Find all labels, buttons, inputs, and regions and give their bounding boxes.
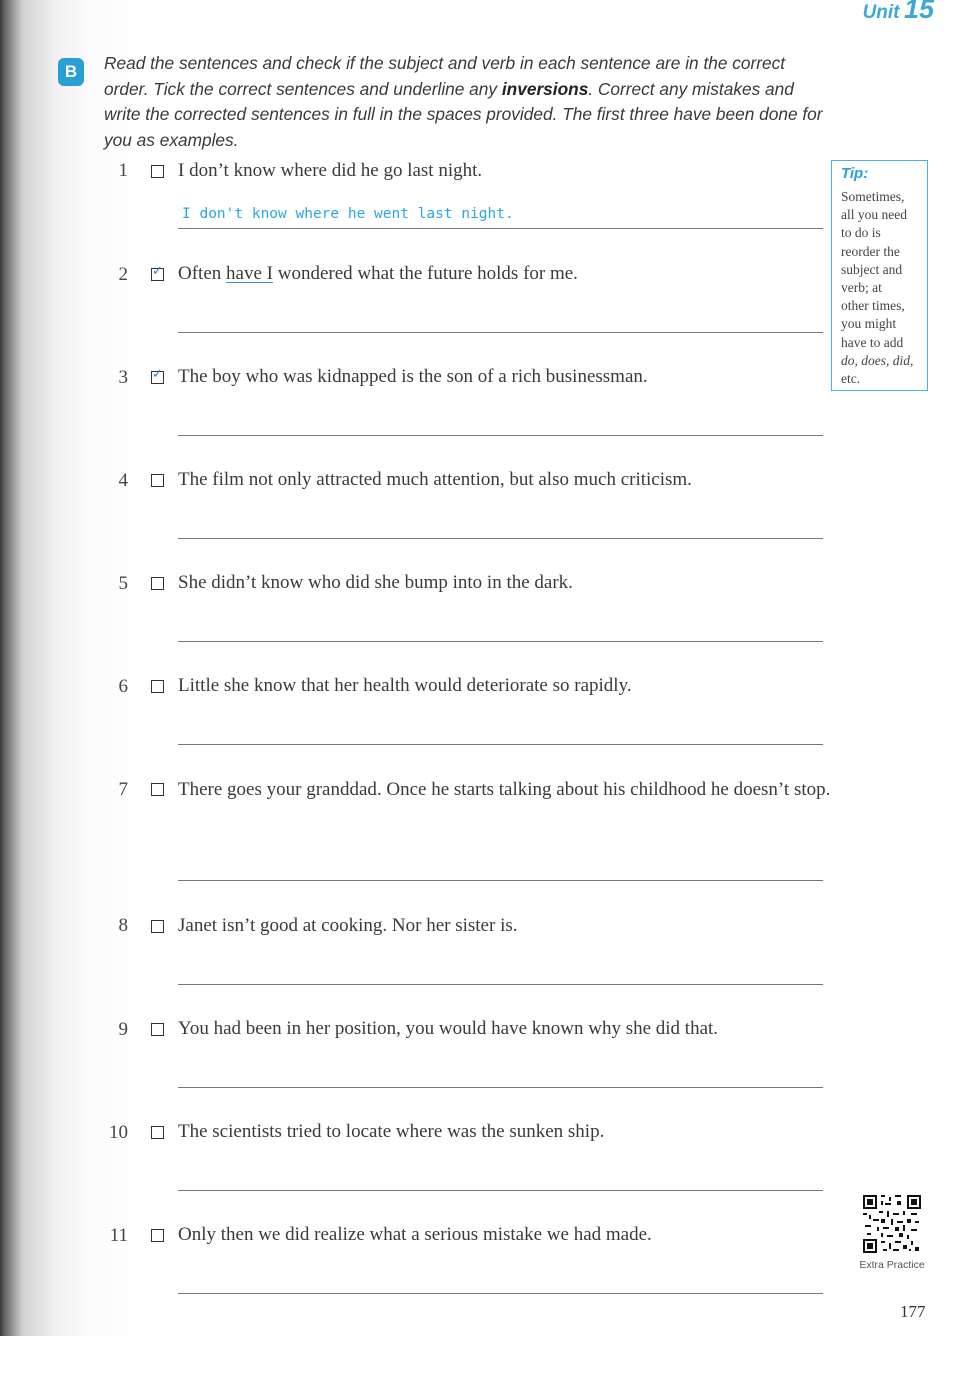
item-number: 10 <box>109 1122 128 1143</box>
item-sentence: I don’t know where did he go last night. <box>178 160 483 181</box>
item-sentence: The film not only attracted much attention, but also much criticism. <box>178 469 692 490</box>
sentence-part: wondered what the future holds for me. <box>272 263 578 284</box>
unit-word: Unit <box>862 2 900 23</box>
tip-line: verb; at <box>841 280 882 296</box>
answer-line[interactable] <box>178 1293 823 1294</box>
item-sentence: Janet isn’t good at cooking. Nor her sister is. <box>178 915 518 936</box>
answer-line[interactable] <box>178 641 823 642</box>
tick-checkbox[interactable] <box>151 577 164 590</box>
tick-checkbox[interactable] <box>151 920 164 933</box>
tip-line: you might <box>841 316 897 332</box>
tick-checkbox[interactable] <box>151 680 164 693</box>
tick-checkbox[interactable] <box>151 474 164 487</box>
item-sentence: Only then we did realize what a serious mistake we had made. <box>178 1224 652 1245</box>
item-number: 7 <box>118 779 128 800</box>
answer-line[interactable] <box>178 435 823 436</box>
item-sentence: There goes your granddad. Once he starts talking about his childhood he doesn’t stop. <box>178 779 831 800</box>
tip-line: have to add <box>841 334 904 350</box>
tip-line: reorder the <box>841 243 900 259</box>
item-number: 9 <box>118 1019 128 1040</box>
example-answer: I don't know where he went last night. <box>182 206 514 222</box>
page-number: 177 <box>900 1302 926 1321</box>
item-sentence: Little she know that her health would deteriorate so rapidly. <box>178 675 632 696</box>
answer-line[interactable] <box>178 228 823 229</box>
underlined-inversion: have I <box>226 263 273 284</box>
tip-line: other times, <box>841 298 905 314</box>
tick-checkbox-checked[interactable] <box>151 268 164 281</box>
tick-checkbox[interactable] <box>151 1126 164 1139</box>
tip-line: Sometimes, <box>841 189 905 204</box>
answer-line[interactable] <box>178 1087 823 1088</box>
tip-box <box>831 160 928 391</box>
page-bottom-margin <box>0 1336 978 1383</box>
tip-body <box>841 188 927 388</box>
instruction-bold: inversions <box>501 78 589 99</box>
answer-line[interactable] <box>178 984 823 985</box>
answer-line[interactable] <box>178 538 823 539</box>
tick-checkbox[interactable] <box>151 1023 164 1036</box>
instruction-text-1: Read the sentences and check if the subject and verb in each sentence are in the correct order. Tick the correct sentences and underline any <box>104 53 786 99</box>
answer-line[interactable] <box>178 880 823 881</box>
instruction-text-2: . Correct any mistakes and write the corrected sentences in full in the spaces provided. The first three have been done for you as examples. <box>104 78 823 150</box>
unit-number: 15 <box>903 0 934 24</box>
answer-line[interactable] <box>178 1190 823 1191</box>
tip-line: subject and <box>841 261 903 277</box>
sentence-part: Often <box>178 263 227 284</box>
item-sentence: You had been in her position, you would have known why she did that. <box>178 1018 719 1039</box>
tip-title: Tip: <box>841 165 869 182</box>
item-number: 1 <box>118 160 128 181</box>
item-number: 11 <box>109 1225 128 1246</box>
qr-code-icon[interactable] <box>863 1195 921 1253</box>
tick-checkbox[interactable] <box>151 783 164 796</box>
unit-header <box>863 0 934 25</box>
tip-italic-words: do, does, did, <box>841 352 914 368</box>
tip-line: to do is <box>841 225 881 241</box>
item-number: 6 <box>118 676 128 697</box>
tick-checkbox-checked[interactable] <box>151 371 164 384</box>
answer-line[interactable] <box>178 744 823 745</box>
tip-line: etc. <box>841 371 861 387</box>
exercise-badge: B <box>58 58 84 86</box>
item-sentence: The scientists tried to locate where was the sunken ship. <box>178 1121 605 1142</box>
item-sentence <box>178 257 838 291</box>
extra-practice-label: Extra Practice <box>859 1259 925 1271</box>
tip-line: all you need <box>841 207 907 223</box>
item-sentence: She didn’t know who did she bump into in the dark. <box>178 572 573 593</box>
answer-line[interactable] <box>178 332 823 333</box>
item-sentence: The boy who was kidnapped is the son of a rich businessman. <box>178 366 648 387</box>
exercise-instructions <box>104 51 834 153</box>
tick-checkbox[interactable] <box>151 165 164 178</box>
item-number: 4 <box>118 470 128 491</box>
item-number: 2 <box>118 264 128 285</box>
item-number: 5 <box>118 573 128 594</box>
tip-line <box>841 352 927 370</box>
tick-checkbox[interactable] <box>151 1229 164 1242</box>
item-number: 8 <box>118 915 128 936</box>
item-number: 3 <box>118 367 128 388</box>
